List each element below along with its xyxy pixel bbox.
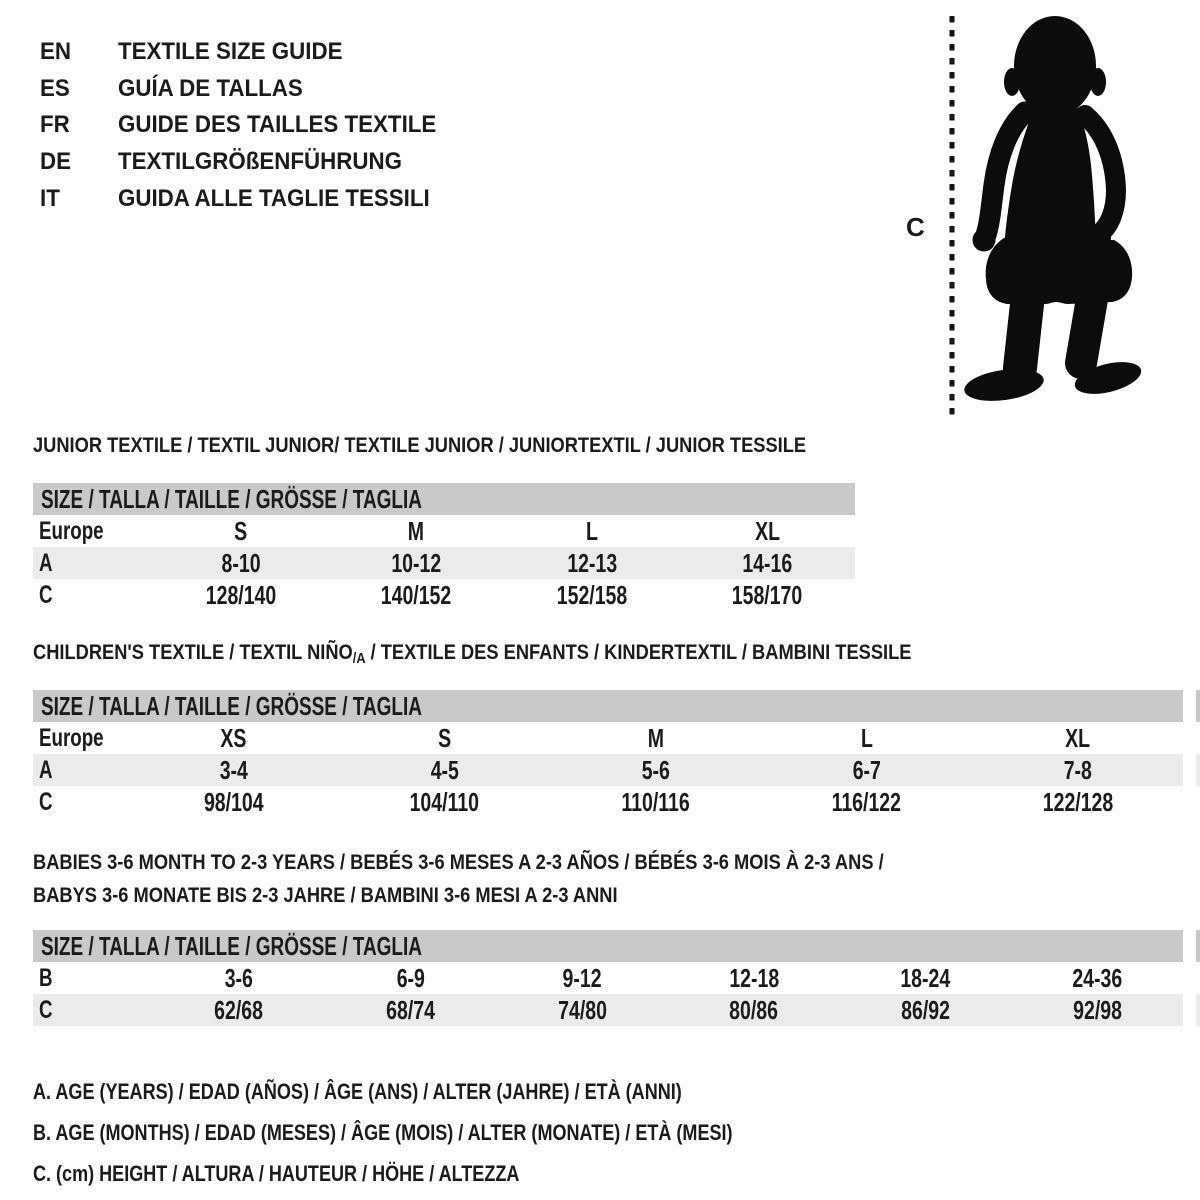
children-section-heading: CHILDREN'S TEXTILE / TEXTIL NIÑO/A / TEXTILE DES ENFANTS / KINDERTEXTIL / BAMBINI TESSILE — [33, 640, 912, 667]
children-table-header: SIZE / TALLA / TAILLE / GRÖSSE / TAGLIA — [33, 690, 1183, 722]
babies-size-table — [33, 930, 1183, 1026]
legend-line-b: B. AGE (MONTHS) / EDAD (MESES) / ÂGE (MOIS) / ALTER (MONATE) / ETÀ (MESI) — [33, 1119, 733, 1145]
lang-row-it — [40, 180, 460, 217]
table-row: B 3-6 6-9 9-12 12-18 18-24 24-36 — [39, 962, 1123, 993]
lang-code-it: IT — [40, 184, 60, 212]
babies-table-header: SIZE / TALLA / TAILLE / GRÖSSE / TAGLIA — [33, 930, 1183, 962]
measurement-legend — [33, 1071, 886, 1194]
cropped-band-sliver — [1196, 930, 1200, 962]
table-row: C 62/68 68/74 74/80 80/86 86/92 92/98 — [33, 994, 1183, 1026]
cropped-band-sliver — [1196, 690, 1200, 722]
table-row: Europe XS S M L XL — [39, 722, 1090, 753]
toddler-silhouette — [962, 16, 1144, 405]
lang-code-es: ES — [40, 74, 70, 102]
lang-row-fr — [40, 107, 460, 144]
lang-title-en: TEXTILE SIZE GUIDE — [118, 38, 343, 66]
table-row: C 128/140 140/152 152/158 158/170 — [39, 579, 803, 610]
lang-title-es: GUÍA DE TALLAS — [118, 74, 303, 102]
heading-subscript: /A — [352, 650, 366, 667]
lang-row-en — [40, 34, 460, 71]
lang-row-de — [40, 144, 460, 181]
toddler-silhouette-figure — [900, 0, 1200, 420]
lang-code-en: EN — [40, 38, 72, 66]
junior-table-header: SIZE / TALLA / TAILLE / GRÖSSE / TAGLIA — [33, 483, 855, 515]
lang-title-it: GUIDA ALLE TAGLIE TESSILI — [118, 184, 430, 212]
lang-code-de: DE — [40, 148, 72, 176]
table-row: Europe S M L XL — [39, 515, 780, 546]
children-size-table — [33, 690, 1183, 818]
babies-section-heading: BABIES 3-6 MONTH TO 2-3 YEARS / BEBÉS 3-6 MESES A 2-3 AÑOS / BÉBÉS 3-6 MOIS À 2-3 ANS / BABYS 3-6 MONATE BIS 2-3 JAHRE / BAMBINI 3-6 MESI A 2-3 ANNI — [33, 850, 884, 907]
junior-size-table — [33, 483, 855, 611]
language-list — [40, 34, 460, 217]
junior-section-heading: JUNIOR TEXTILE / TEXTIL JUNIOR/ TEXTILE JUNIOR / JUNIORTEXTIL / JUNIOR TESSILE — [33, 433, 807, 457]
cropped-band-sliver — [1196, 994, 1200, 1026]
table-row: A 3-4 4-5 5-6 6-7 7-8 — [33, 754, 1183, 786]
cropped-band-sliver — [1196, 754, 1200, 786]
table-row: C 98/104 104/110 110/116 116/122 122/128 — [39, 786, 1113, 817]
legend-line-a: A. AGE (YEARS) / EDAD (AÑOS) / ÂGE (ANS) / ALTER (JAHRE) / ETÀ (ANNI) — [33, 1078, 682, 1104]
legend-line-c: C. (cm) HEIGHT / ALTURA / HAUTEUR / HÖHE / ALTEZZA — [33, 1160, 520, 1186]
height-line-label: C — [906, 212, 925, 242]
lang-title-de: TEXTILGRÖßENFÜHRUNG — [118, 148, 402, 176]
table-row: A 8-10 10-12 12-13 14-16 — [33, 547, 855, 579]
lang-title-fr: GUIDE DES TAILLES TEXTILE — [118, 111, 437, 139]
lang-row-es — [40, 71, 460, 108]
lang-code-fr: FR — [40, 111, 70, 139]
